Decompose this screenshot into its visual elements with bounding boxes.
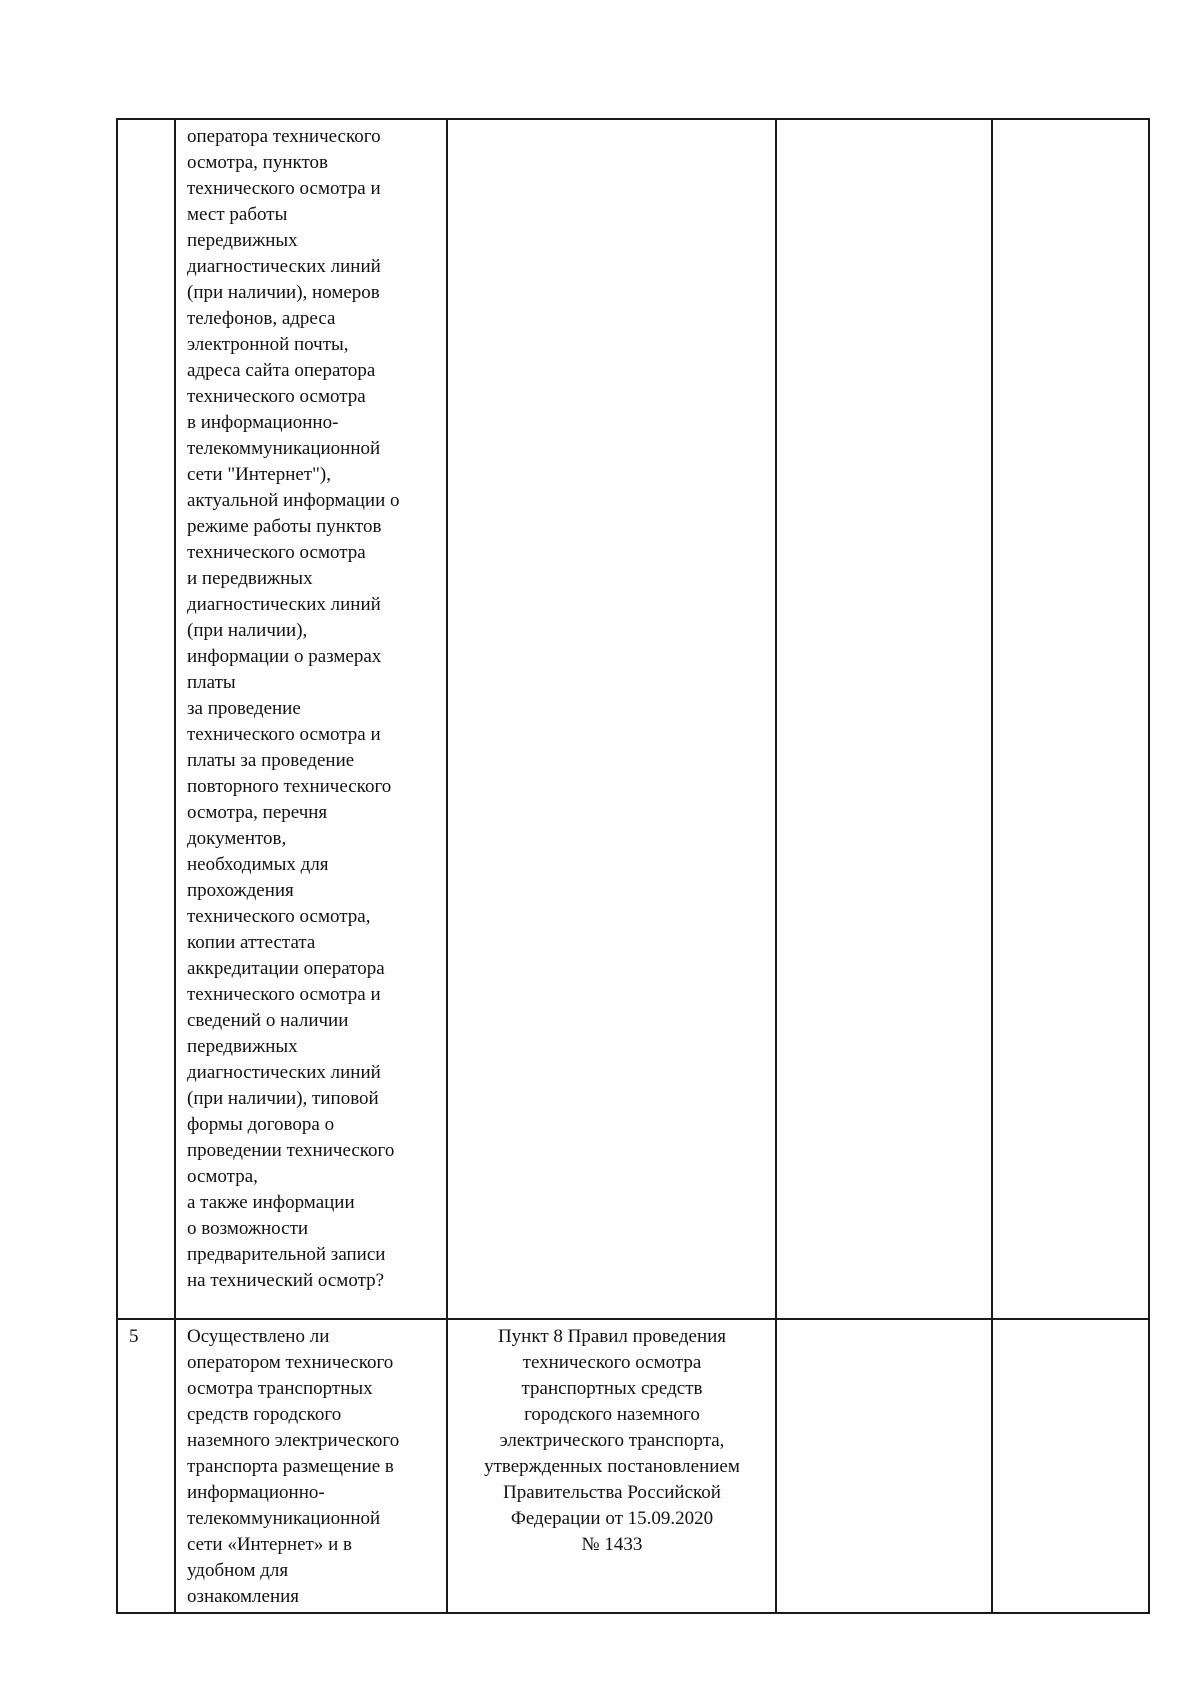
text-line: утвержденных постановлением [484,1456,740,1477]
text-line: средств городского [187,1404,342,1425]
text-line: телекоммуникационной [187,1508,381,1529]
text-line: передвижных [187,1036,298,1057]
table-row [117,1319,1149,1613]
text-line: осмотра, пунктов [187,152,328,173]
text-line: диагностических линий [187,1062,381,1083]
text-line: и передвижных [187,568,313,589]
text-line: предварительной записи [187,1244,386,1265]
reference-text [459,1324,765,1558]
text-line: Правительства Российской [503,1482,721,1503]
text-line: информации о размерах [187,646,382,667]
text-line: электронной почты, [187,334,349,355]
reference-cell [447,119,776,1319]
text-line: (при наличии), типовой [187,1088,379,1109]
note-cell [992,119,1149,1319]
text-line: а также информации [187,1192,355,1213]
text-line: режиме работы пунктов [187,516,382,537]
text-line: диагностических линий [187,594,381,615]
text-line: технического осмотра и [187,984,381,1005]
text-line: необходимых для [187,854,329,875]
text-line: городского наземного [524,1404,700,1425]
text-line: передвижных [187,230,298,251]
text-line: платы [187,672,236,693]
text-line: прохождения [187,880,294,901]
reference-cell [447,1319,776,1613]
question-cell [175,119,447,1319]
text-line: сети «Интернет» и в [187,1534,352,1555]
question-text [187,1324,436,1610]
text-line: оператора технического [187,126,381,147]
text-line: диагностических линий [187,256,381,277]
text-line: о возможности [187,1218,309,1239]
question-cell [175,1319,447,1613]
text-line: № 1433 [581,1534,643,1555]
text-line: копии аттестата [187,932,316,953]
text-line: информационно- [187,1482,325,1503]
text-line: оператором технического [187,1352,394,1373]
checklist-table [116,118,1150,1614]
text-line: удобном для [187,1560,289,1581]
text-line: документов, [187,828,287,849]
text-line: наземного электрического [187,1430,400,1451]
text-line: технического осмотра и [187,178,381,199]
text-line: за проведение [187,698,301,719]
text-line: осмотра транспортных [187,1378,373,1399]
text-line: телефонов, адреса [187,308,336,329]
text-line: в информационно- [187,412,339,433]
text-line: повторного технического [187,776,392,797]
text-line: (при наличии), [187,620,308,641]
text-line: технического осмотра [187,386,366,407]
text-line: транспортных средств [521,1378,703,1399]
text-line: Федерации от 15.09.2020 [510,1508,714,1529]
text-line: сведений о наличии [187,1010,349,1031]
text-line: на технический осмотр? [187,1270,385,1291]
note-cell [992,1319,1149,1613]
text-line: Пункт 8 Правил проведения [497,1326,727,1347]
question-text [187,124,436,1294]
text-line: технического осмотра и [187,724,381,745]
table-row [117,119,1149,1319]
text-line: электрического транспорта, [499,1430,725,1451]
text-line: Осуществлено ли [187,1326,330,1347]
text-line: аккредитации оператора [187,958,385,979]
text-line: адреса сайта оператора [187,360,376,381]
answer-cell [776,1319,992,1613]
text-line: сети "Интернет"), [187,464,331,485]
text-line: актуальной информации о [187,490,400,511]
text-line: технического осмотра [187,542,366,563]
text-line: ознакомления [187,1586,300,1607]
text-line: технического осмотра [522,1352,702,1373]
answer-cell [776,119,992,1319]
row-number-cell [117,119,175,1319]
text-line: (при наличии), номеров [187,282,380,303]
text-line: мест работы [187,204,288,225]
text-line: транспорта размещение в [187,1456,394,1477]
text-line: телекоммуникационной [187,438,381,459]
row-number-cell: 5 [117,1319,175,1613]
text-line: проведении технического [187,1140,395,1161]
text-line: платы за проведение [187,750,355,771]
text-line: осмотра, [187,1166,258,1187]
text-line: формы договора о [187,1114,335,1135]
text-line: осмотра, перечня [187,802,328,823]
text-line: технического осмотра, [187,906,371,927]
